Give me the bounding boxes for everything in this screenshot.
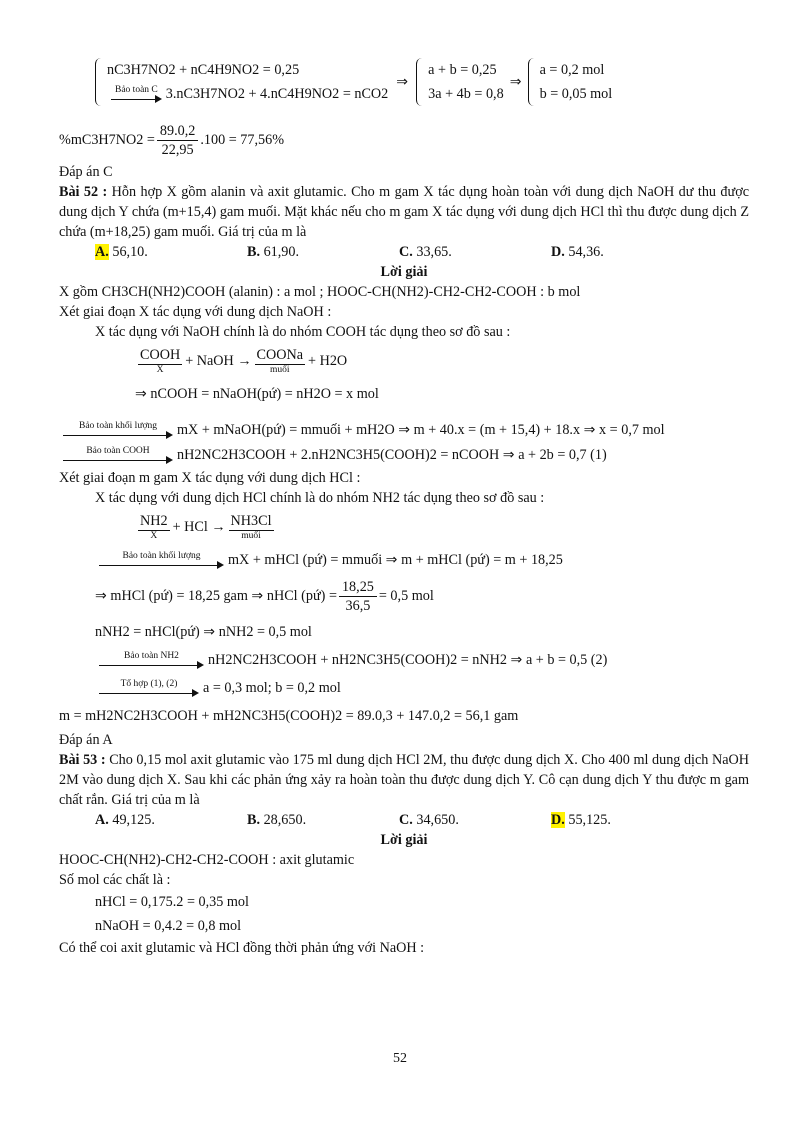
mass-conservation-1: Bảo toàn khối lượng mX + mNaOH(pứ) = mmuối + mH2O ⇒ m + 40.x = (m + 15,4) + 18.x ⇒ x = 0,7 mol	[59, 418, 749, 442]
choices-53	[59, 810, 749, 830]
solution-line: HOOC-CH(NH2)-CH2-CH2-COOH : axit glutamic	[59, 852, 355, 868]
solution-heading: Lời giải	[380, 264, 428, 280]
fraction: $\frac{89.0,2}{22,95}$	[157, 122, 198, 159]
problem-53: Bài 53 : Cho 0,15 mol axit glutamic vào 175 ml dung dịch HCl 2M, thu được dung dịch X. Cho 400 ml dung dịch NaOH 2M vào dung dịch X. Sau khi các phản ứng xảy ra hoàn toàn thu được dung dịch Y. Cô cạn dung dịch Y thu được m gam chất rắn. Giá trị của m là	[59, 752, 750, 808]
stage-heading: Xét giai đoạn X tác dụng với dung dịch NaOH :	[59, 304, 332, 320]
mass-conservation-2: Bảo toàn khối lượng mX + mHCl (pứ) = mmuối ⇒ m + mHCl (pứ) = m + 18,25	[59, 546, 749, 574]
solution-line: X gồm CH3CH(NH2)COOH (alanin) : a mol ; HOOC-CH(NH2)-CH2-CH2-COOH : b mol	[59, 284, 581, 300]
solution-line: nHCl = 0,175.2 = 0,35 mol	[95, 894, 249, 910]
nh2-conservation: Bảo toàn NH2 nH2NC2H3COOH + nH2NC3H5(COOH)2 = nNH2 ⇒ a + b = 0,5 (2)	[59, 646, 749, 674]
choice-c: C. 34,650.	[399, 812, 459, 828]
choice-d: D. 54,36.	[551, 244, 604, 260]
solution-line: Có thể coi axit glutamic và HCl đồng thời phản ứng với NaOH :	[59, 940, 425, 956]
mol-equation: ⇒ nCOOH = nNaOH(pứ) = nH2O = x mol	[135, 386, 379, 402]
percent-equation: %mC3H7NO2 = $\frac{89.0,2}{22,95}$ .100 = 77,56%	[59, 122, 285, 158]
reaction-scheme-1: COOH X + NaOH → COONa muối + H2O	[140, 347, 348, 375]
page-number: 52	[393, 1051, 407, 1066]
choice-a: A. 49,125.	[95, 812, 155, 828]
solution-line: Số mol các chất là :	[59, 872, 171, 888]
stage-description-2: X tác dụng với dung dịch HCl chính là do nhóm NH2 tác dụng theo sơ đồ sau :	[95, 490, 545, 506]
choice-b: B. 61,90.	[247, 244, 300, 260]
choice-c: C. 33,65.	[399, 244, 452, 260]
nh2-equation: nNH2 = nHCl(pứ) ⇒ nNH2 = 0,5 mol	[95, 624, 312, 640]
document-page	[59, 52, 749, 958]
system-1-row-2: 3.nC3H7NO2 + 4.nC4H9NO2 = nCO2	[165, 86, 389, 102]
system-2: a + b = 0,25 3a + 4b = 0,8	[416, 58, 504, 106]
stage-heading-2: Xét giai đoạn m gam X tác dụng với dung dịch HCl :	[59, 470, 361, 486]
stage-description: X tác dụng với NaOH chính là do nhóm COOH tác dụng theo sơ đồ sau :	[95, 324, 511, 340]
m-equation: m = mH2NC2H3COOH + mH2NC3H5(COOH)2 = 89.0,3 + 147.0,2 = 56,1 gam	[59, 708, 519, 724]
choice-a: A. 56,10.	[95, 244, 148, 260]
choice-b: B. 28,650.	[247, 812, 307, 828]
problem-52: Bài 52 : Hỗn hợp X gồm alanin và axit glutamic. Cho m gam X tác dụng hoàn toàn với dung dịch NaOH dư thu được dung dịch Y chứa (m+15,4) gam muối. Mặt khác nếu cho m gam X tác dụng với dung dịch HCl thì thu được dung dịch Z chứa (m+18,25) gam muối. Giá trị của m là	[59, 184, 750, 240]
cooh-conservation: Bảo toàn COOH nH2NC2H3COOH + 2.nH2NC3H5(COOH)2 = nCOOH ⇒ a + 2b = 0,7 (1)	[59, 442, 749, 468]
choice-d: D. 55,125.	[551, 812, 611, 828]
answer-text: Đáp án C	[59, 164, 113, 180]
reaction-scheme-2: NH2 X + HCl → NH3Cl muối	[140, 513, 272, 541]
system-3: a = 0,2 mol b = 0,05 mol	[528, 58, 613, 106]
implies-symbol: ⇒	[396, 73, 409, 90]
hcl-equation: ⇒ mHCl (pứ) = 18,25 gam ⇒ nHCl (pứ) = $\frac{18,25}{36,5}$ = 0,5 mol	[95, 578, 434, 614]
system-1	[95, 58, 388, 106]
combine-equation: Tổ hợp (1), (2) a = 0,3 mol; b = 0,2 mol	[59, 674, 749, 702]
conservation-arrow: Bảo toàn C	[111, 85, 162, 103]
solution-line: nNaOH = 0,4.2 = 0,8 mol	[95, 918, 242, 934]
solution-heading-2: Lời giải	[380, 832, 428, 848]
system-1-row-1: nC3H7NO2 + nC4H9NO2 = 0,25	[107, 62, 300, 78]
answer-text-2: Đáp án A	[59, 732, 113, 748]
choices-52	[59, 242, 749, 262]
system-equations: nC3H7NO2 + nC4H9NO2 = 0,25 Bảo toàn C 3.nC3H7NO2 + 4.nC4H9NO2 = nCO2 ⇒ a + b = 0,25 3a + 4b = 0,8 ⇒ a = 0,2 mol b = 0,05 mol	[95, 52, 749, 112]
